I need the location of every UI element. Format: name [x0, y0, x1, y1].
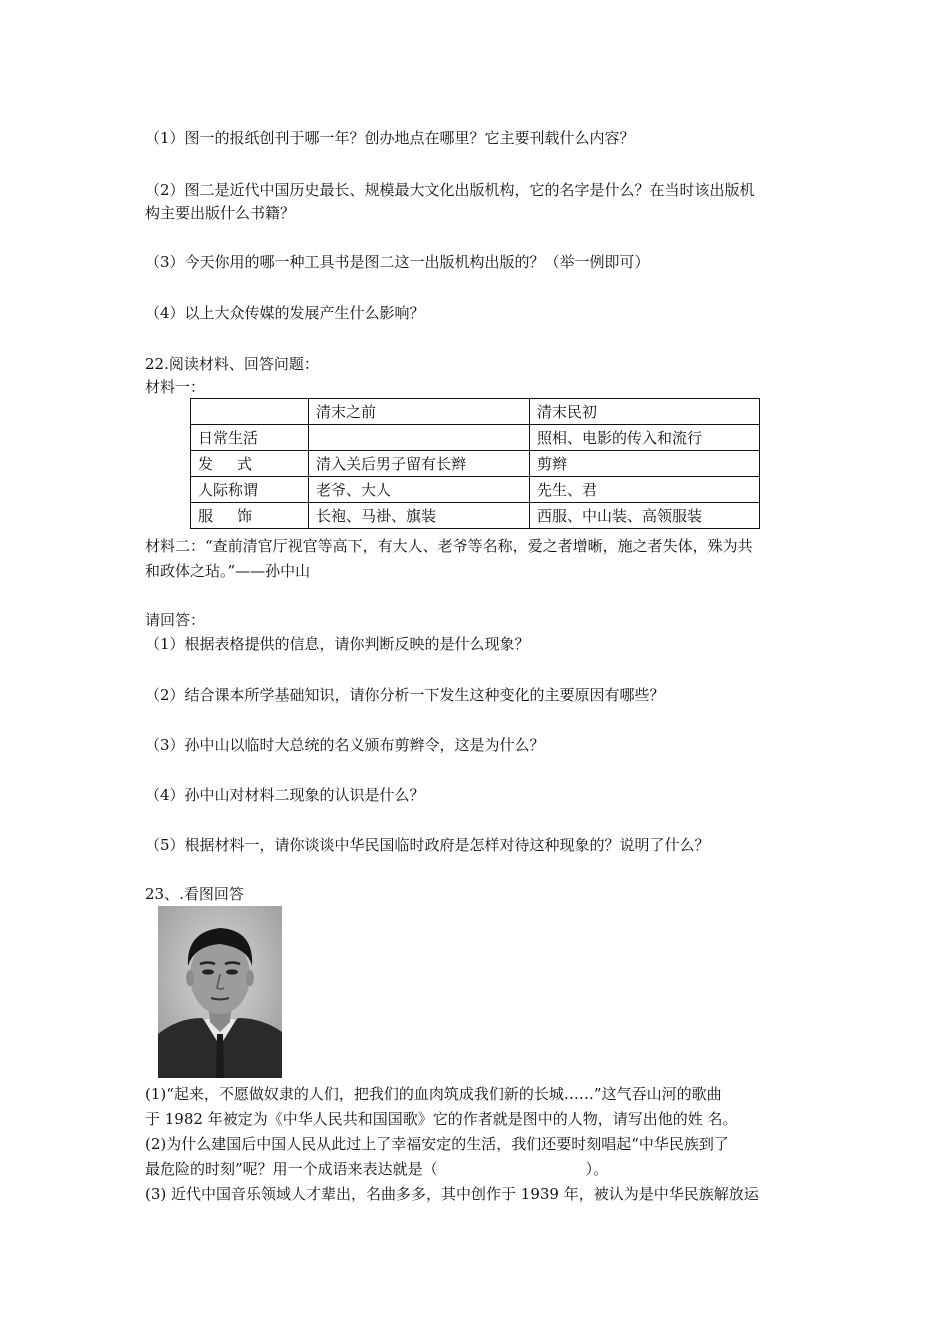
table-cell: 人际称谓 [191, 477, 309, 503]
q21-question-4: （4）以上大众传媒的发展产生什么影响？ [145, 304, 425, 322]
q22-material-2-line-1: 材料二：“查前清官厅视官等高下，有大人、老爷等名称，爱之者增晰，施之者失体，殊为共 [145, 537, 753, 555]
q22-material-1-label: 材料一： [145, 378, 206, 396]
q21-question-2-line-2: 构主要出版什么书籍？ [145, 204, 296, 222]
q22-question-3: （3）孙中山以临时大总统的名义颁布剪辫令，这是为什么？ [145, 736, 545, 754]
table-cell: 服饰 [191, 503, 309, 529]
table-cell: 照相、电影的传入和流行 [530, 425, 760, 451]
table-cell: 日常生活 [191, 425, 309, 451]
table-row [191, 503, 760, 529]
table-row [191, 425, 760, 451]
table-cell: 西服、中山装、高领服装 [530, 503, 760, 529]
table-cell: 剪辫 [530, 451, 760, 477]
q22-material-2-line-2: 和政体之玷。”——孙中山 [145, 562, 311, 580]
table-cell: 发式 [191, 451, 309, 477]
q23-part-2-close: ）。 [585, 1160, 609, 1178]
q23-part-2-line-2 [145, 1159, 608, 1179]
table-cell: 长袍、马褂、旗装 [309, 503, 530, 529]
table-header-cell: 清末民初 [530, 399, 760, 425]
table-cell: 老爷、大人 [309, 477, 530, 503]
table-cell [309, 425, 530, 451]
q23-part-3-line-1: (3) 近代中国音乐领域人才辈出，名曲多多，其中创作于 1939 年，被认为是中华民族解放运 [145, 1185, 759, 1203]
q23-part-1-line-2: 于 1982 年被定为《中华人民共和国国歌》它的作者就是图中的人物，请写出他的姓 名。 [145, 1110, 738, 1128]
q22-question-4: （4）孙中山对材料二现象的认识是什么？ [145, 786, 425, 804]
q22-question-2: （2）结合课本所学基础知识，请你分析一下发生这种变化的主要原因有哪些？ [145, 686, 665, 704]
portrait-photo [158, 906, 282, 1078]
q21-question-2-line-1: （2）图二是近代中国历史最长、规模最大文化出版机构，它的名字是什么？在当时该出版机 [145, 181, 755, 199]
q21-question-1: （1）图一的报纸创刊于哪一年？创办地点在哪里？它主要刊载什么内容？ [145, 129, 635, 147]
q22-question-5: （5）根据材料一，请你谈谈中华民国临时政府是怎样对待这种现象的？说明了什么？ [145, 836, 710, 854]
q22-heading: 22.阅读材料、回答问题： [145, 355, 319, 373]
q21-question-3: （3）今天你用的哪一种工具书是图二这一出版机构出版的？（举一例即可） [145, 253, 650, 271]
table-cell: 先生、君 [530, 477, 760, 503]
q23-part-2-line-1: (2)为什么建国后中国人民从此过上了幸福安定的生活，我们还要时刻唱起“中华民族到了 [145, 1135, 729, 1153]
q23-part-2-text: 最危险的时刻”呢？用一个成语来表达就是（ [145, 1160, 438, 1178]
table-header-cell [191, 399, 309, 425]
table-row [191, 477, 760, 503]
table-header-row [191, 399, 760, 425]
q23-part-1-line-1: (1)“起来，不愿做奴隶的人们，把我们的血肉筑成我们新的长城……”这气吞山河的歌曲 [145, 1085, 722, 1103]
q22-prompt: 请回答： [145, 611, 206, 629]
table-cell: 清入关后男子留有长辫 [309, 451, 530, 477]
q23-heading: 23、.看图回答 [145, 885, 244, 903]
q22-question-1: （1）根据表格提供的信息，请你判断反映的是什么现象？ [145, 635, 530, 653]
customs-comparison-table [190, 398, 760, 529]
table-header-cell: 清末之前 [309, 399, 530, 425]
table-row [191, 451, 760, 477]
